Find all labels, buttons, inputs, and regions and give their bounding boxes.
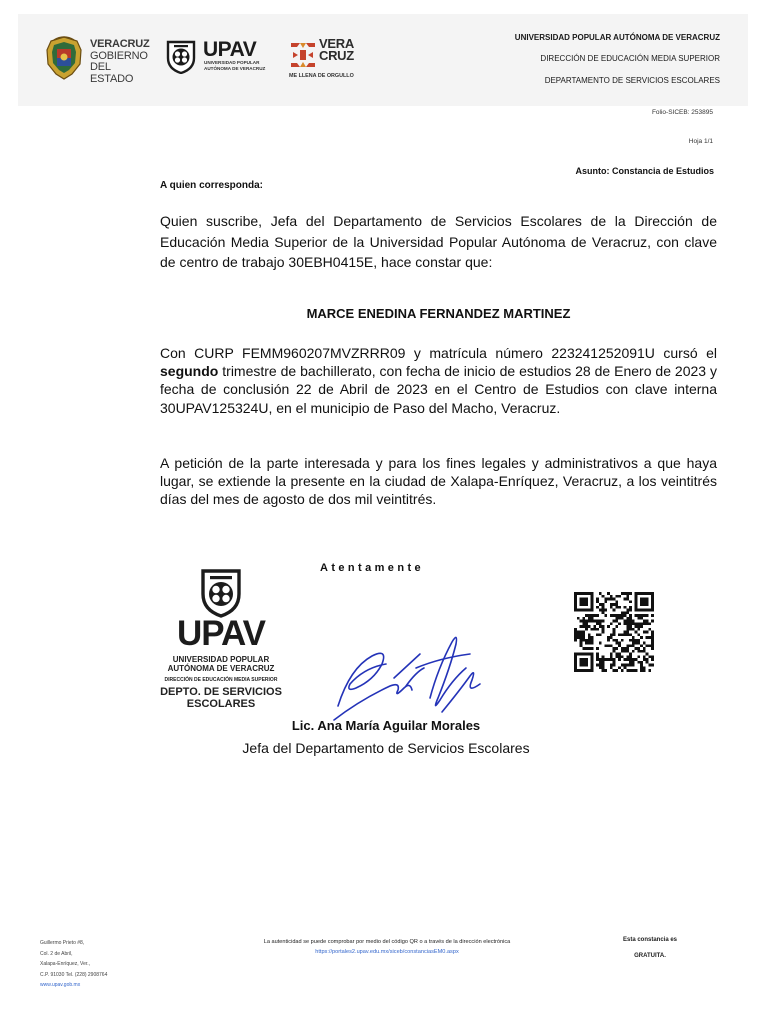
- address-line: C.P. 91030 Tel. (228) 2908764: [40, 971, 108, 978]
- vera-logo-tagline: ME LLENA DE ORGULLO: [289, 73, 354, 79]
- intro-paragraph: Quien suscribe, Jefa del Departamento de Servicios Escolares de la Dirección de Educación Media Superior de la Universidad Popular Autónoma de Veracruz, con clave de centro de trabajo 30EBH0415E, hace constar que:: [160, 213, 717, 270]
- details-text-before: Con CURP FEMM960207MVZRRR09 y matrícula número 223241252091U cursó el: [160, 345, 717, 361]
- stamp-line1: UNIVERSIDAD POPULAR: [172, 655, 270, 664]
- trimester-ordinal: segundo: [160, 363, 219, 380]
- institution-name: UNIVERSIDAD POPULAR AUTÓNOMA DE VERACRUZ: [514, 33, 720, 42]
- free-notice: [600, 932, 700, 964]
- free-notice-line2: GRATUITA.: [634, 953, 666, 959]
- stamp-line2: AUTÓNOMA DE VERACRUZ: [167, 664, 275, 673]
- upav-logo-sub1: UNIVERSIDAD POPULAR: [204, 60, 260, 65]
- qr-code-icon[interactable]: [574, 592, 654, 672]
- website-link[interactable]: www.upav.gob.mx: [40, 982, 81, 988]
- upav-logo-name: UPAV: [203, 38, 257, 61]
- upav-shield-icon: [166, 40, 196, 74]
- address-line: Guillermo Prieto #8,: [40, 940, 85, 946]
- student-name: MARCE ENEDINA FERNANDEZ MARTINEZ: [306, 306, 571, 321]
- verification-link[interactable]: https://portales2.upav.edu.mx/siceb/constanciasEM0.aspx: [315, 949, 459, 955]
- document-subject: Asunto: Constancia de Estudios: [575, 166, 714, 176]
- greeting: A quien corresponda:: [160, 180, 263, 191]
- address-line: Xalapa-Enríquez, Ver.,: [40, 961, 91, 967]
- free-notice-line1: Esta constancia es: [622, 937, 678, 943]
- veracruz-logo-line1: VERACRUZ: [90, 38, 150, 50]
- stamp-line4: DEPTO. DE SERVICIOS: [160, 686, 282, 698]
- vera-logo-line1: VERA: [319, 36, 354, 51]
- footer-address: [40, 938, 107, 991]
- authenticity-note: [222, 937, 552, 957]
- upav-shield-icon: [200, 568, 242, 618]
- stamp-line3: DIRECCIÓN DE EDUCACIÓN MEDIA SUPERIOR: [164, 677, 278, 683]
- details-text-after: trimestre de bachillerato, con fecha de inicio de estudios 28 de Enero de 2023 y fecha de conclusión 22 de Abril de 2023 en el Centro de Estudios con clave interna 30UPAV125324U, en el municipio de Paso del Macho, Veracruz.: [160, 363, 717, 416]
- signer-role: Jefa del Departamento de Servicios Escolares: [242, 740, 530, 756]
- state-coat-of-arms-icon: [44, 36, 84, 80]
- veracruz-logo-line2: GOBIERNO: [90, 49, 148, 62]
- signer-name: Lic. Ana María Aguilar Morales: [291, 718, 481, 733]
- atentamente-label: Atentamente: [320, 562, 425, 574]
- folio-number: Folio-SICEB: 253895: [651, 109, 713, 116]
- closing-paragraph: A petición de la parte interesada y para los fines legales y administrativos a que haya lugar, se extiende la presente en la ciudad de Xalapa-Enríquez, Veracruz, a los veintitrés días del mes de agosto de dos mil veintitrés.: [160, 455, 717, 508]
- handwritten-signature: [320, 628, 492, 728]
- veracruz-logo-line3: DEL ESTADO: [90, 61, 134, 85]
- department-stamp: [154, 568, 288, 714]
- veracruz-government-logo: [44, 36, 156, 85]
- upav-header-logo: [166, 40, 278, 80]
- direction-name: DIRECCIÓN DE EDUCACIÓN MEDIA SUPERIOR: [540, 54, 720, 63]
- department-name: DEPARTAMENTO DE SERVICIOS ESCOLARES: [544, 76, 720, 85]
- veracruz-brand-glyph-icon: [288, 40, 318, 70]
- details-paragraph: [160, 344, 717, 417]
- authenticity-text: La autenticidad se puede comprobar por medio del código QR o a través de la dirección electrónica: [263, 939, 511, 945]
- stamp-line5: ESCOLARES: [186, 698, 256, 710]
- address-line: Col. 2 de Abril,: [40, 950, 73, 957]
- vera-logo-line2: CRUZ: [319, 48, 354, 63]
- veracruz-brand-logo: [288, 38, 366, 84]
- stamp-name: UPAV: [176, 614, 266, 653]
- page-number: Hoja 1/1: [688, 138, 713, 145]
- upav-logo-sub2: AUTÓNOMA DE VERACRUZ: [204, 65, 266, 71]
